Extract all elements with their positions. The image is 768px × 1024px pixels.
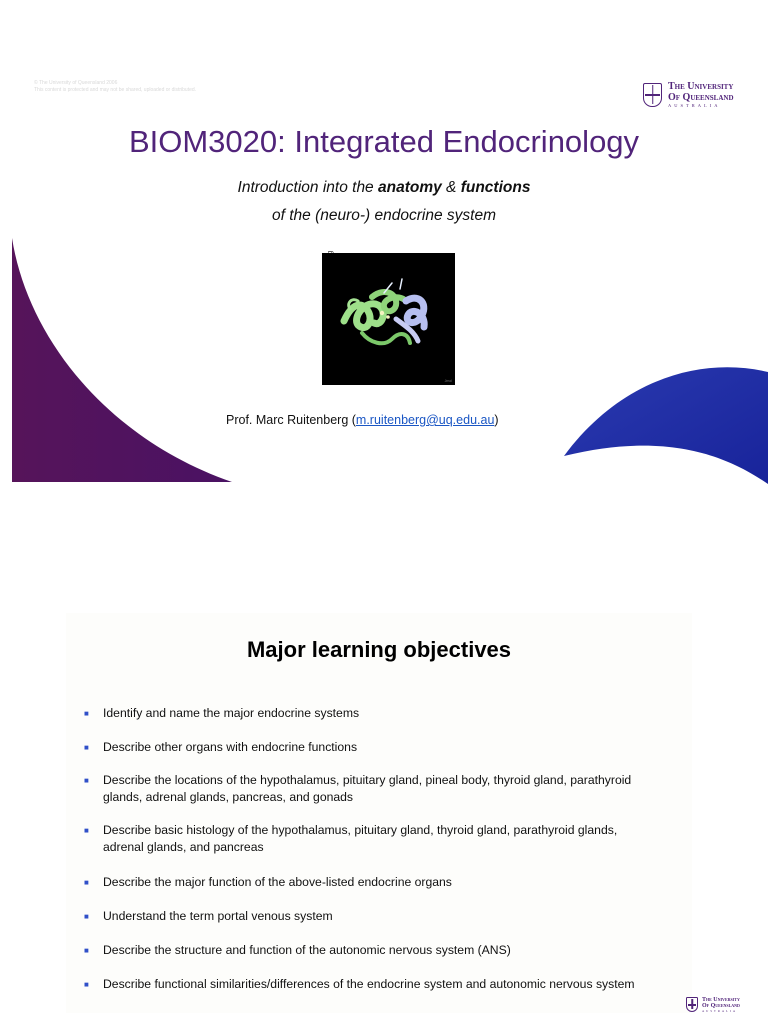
uq-logo-small [686, 997, 740, 1013]
purple-corner-wave [0, 230, 240, 484]
list-item [84, 942, 684, 959]
uq-logo [643, 82, 734, 109]
square-bullet-icon: ■ [84, 980, 89, 989]
square-bullet-icon: ■ [84, 946, 89, 955]
presenter-line [226, 413, 499, 427]
subtitle-line-2: of the (neuro-) endocrine system [272, 207, 496, 224]
objective-text: Describe functional similarities/differences of the endocrine system and autonomic nervous system [103, 977, 635, 991]
subtitle-anatomy: anatomy [378, 179, 442, 196]
list-item [84, 822, 684, 856]
objective-text: Describe basic histology of the hypothalamus, pituitary gland, thyroid gland, parathyroid glands, adrenal glands, and pancreas [103, 823, 618, 854]
image-tag: Jmol [444, 379, 452, 383]
copyright-line: © The University of Queensland 2006 [34, 80, 118, 86]
presenter-suffix: ) [494, 413, 499, 427]
square-bullet-icon: ■ [84, 743, 89, 752]
objective-text: Identify and name the major endocrine systems [103, 706, 360, 720]
title-slide [0, 0, 768, 500]
objectives-title: Major learning objectives [246, 637, 512, 662]
email-link[interactable]: m.ruitenberg@uq.edu.au [355, 413, 495, 427]
protein-ribbon-icon [322, 253, 455, 385]
protein-structure-image [322, 253, 455, 385]
objectives-slide [66, 613, 692, 1013]
objective-text: Understand the term portal venous system [103, 909, 333, 923]
list-item [84, 772, 684, 806]
subtitle-line-1 [0, 179, 768, 197]
objective-text: Describe the structure and function of the autonomic nervous system (ANS) [103, 943, 511, 957]
ligand-dot [380, 311, 384, 315]
uq-wordmark [668, 82, 734, 109]
square-bullet-icon: ■ [84, 912, 89, 921]
list-item [84, 874, 684, 891]
square-bullet-icon: ■ [84, 776, 89, 785]
copyright-notice [34, 80, 196, 94]
uq-wordmark-line1: The University [702, 997, 740, 1003]
list-item [84, 739, 684, 756]
objective-text: Describe the major function of the above-listed endocrine organs [103, 875, 452, 889]
uq-wordmark-country: AUSTRALIA [702, 1008, 737, 1013]
slide-title: BIOM3020: Integrated Endocrinology [128, 124, 640, 159]
uq-wordmark-line1: The University [668, 81, 734, 92]
square-bullet-icon: ■ [84, 878, 89, 887]
subtitle-prefix: Introduction into the [237, 179, 378, 196]
list-item [84, 908, 684, 925]
square-bullet-icon: ■ [84, 826, 89, 835]
blue-corner-wave [560, 360, 768, 484]
uq-crest-icon [686, 997, 698, 1012]
presenter-name: Prof. Marc Ruitenberg ( [226, 413, 356, 427]
ligand-dot [386, 315, 390, 319]
objective-text: Describe other organs with endocrine functions [103, 740, 358, 754]
uq-wordmark-country: AUSTRALIA [668, 103, 721, 108]
list-item [84, 976, 684, 993]
list-item [84, 705, 684, 722]
objective-text: Describe the locations of the hypothalamus, pituitary gland, pineal body, thyroid gland, parathyroid glands, adrenal glands, pancreas, and gonads [103, 773, 632, 804]
uq-wordmark-line2: Of Queensland [702, 1003, 740, 1010]
subtitle-functions: functions [460, 179, 531, 196]
square-bullet-icon: ■ [84, 709, 89, 718]
copyright-line: This content is protected and may not be shared, uploaded or distributed. [34, 87, 197, 93]
uq-wordmark [702, 997, 740, 1013]
subtitle-ampersand: & [441, 179, 461, 196]
uq-crest-icon [643, 83, 662, 107]
uq-wordmark-line2: Of Queensland [668, 91, 734, 103]
